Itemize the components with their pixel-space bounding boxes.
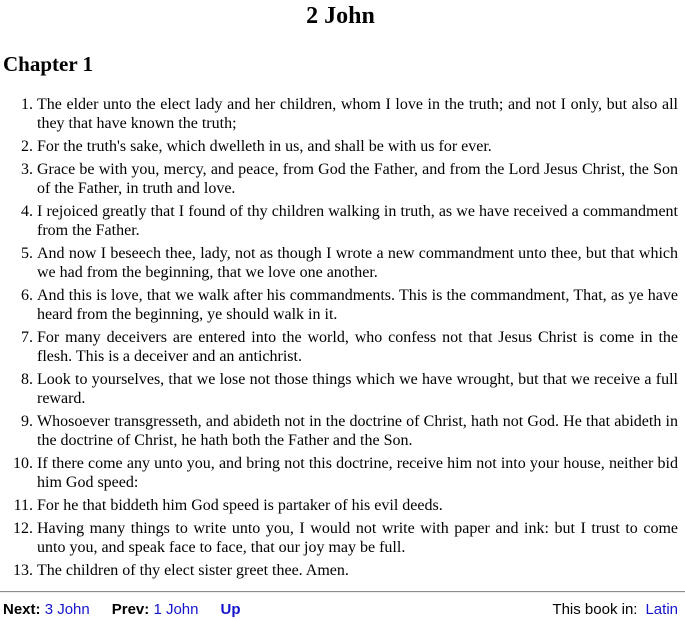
- verse-item: 13. The children of thy elect sister greet thee. Amen.: [37, 561, 678, 580]
- footer-nav: [3, 601, 678, 619]
- verse-item: 2. For the truth's sake, which dwelleth in us, and shall be with us for ever.: [37, 137, 678, 156]
- book-in-label: This book in:: [552, 601, 638, 618]
- prev-label: Prev:: [111, 601, 150, 618]
- verse-item: 12. Having many things to write unto you, I would not write with paper and ink: but I trust to come unto you, and speak face to face, that our joy may be full.: [37, 519, 678, 557]
- verse-item: 10. If there come any unto you, and bring not this doctrine, receive him not into your house, neither bid him God speed:: [37, 454, 678, 492]
- prev-group: [112, 601, 199, 618]
- prev-chapter-link[interactable]: 1 John: [153, 601, 199, 618]
- language-link[interactable]: Latin: [645, 601, 678, 618]
- page-title: 2 John: [306, 3, 375, 29]
- footer-divider: [0, 591, 685, 593]
- verse-item: 7. For many deceivers are entered into the world, who confess not that Jesus Christ is come in the flesh. This is a deceiver and an antichrist.: [37, 328, 678, 366]
- next-label: Next:: [3, 601, 41, 618]
- next-group: [3, 601, 90, 618]
- verse-item: 4. I rejoiced greatly that I found of thy children walking in truth, as we have received a commandment from the Father.: [37, 202, 678, 240]
- verse-item: 9. Whosoever transgresseth, and abideth not in the doctrine of Christ, hath not God. He that abideth in the doctrine of Christ, he hath both the Father and the Son.: [37, 412, 678, 450]
- footer-nav-left: [3, 601, 240, 619]
- footer-nav-right: [552, 601, 678, 619]
- verse-item: 11. For he that biddeth him God speed is partaker of his evil deeds.: [37, 496, 678, 515]
- chapter-heading: Chapter 1: [3, 52, 94, 76]
- verse-item: 5. And now I beseech thee, lady, not as though I wrote a new commandment unto thee, but that which we had from the beginning, that we love one another.: [37, 244, 678, 282]
- verse-item: 3. Grace be with you, mercy, and peace, from God the Father, and from the Lord Jesus Christ, the Son of the Father, in truth and love.: [37, 160, 678, 198]
- verse-list: [3, 95, 678, 580]
- verse-item: 1. The elder unto the elect lady and her children, whom I love in the truth; and not I only, but also all they that have known the truth;: [37, 95, 678, 133]
- verse-item: 8. Look to yourselves, that we lose not those things which we have wrought, but that we receive a full reward.: [37, 370, 678, 408]
- up-link[interactable]: Up: [220, 601, 241, 618]
- next-chapter-link[interactable]: 3 John: [44, 601, 90, 618]
- verse-item: 6. And this is love, that we walk after his commandments. This is the commandment, That, as ye have heard from the beginning, ye should walk in it.: [37, 286, 678, 324]
